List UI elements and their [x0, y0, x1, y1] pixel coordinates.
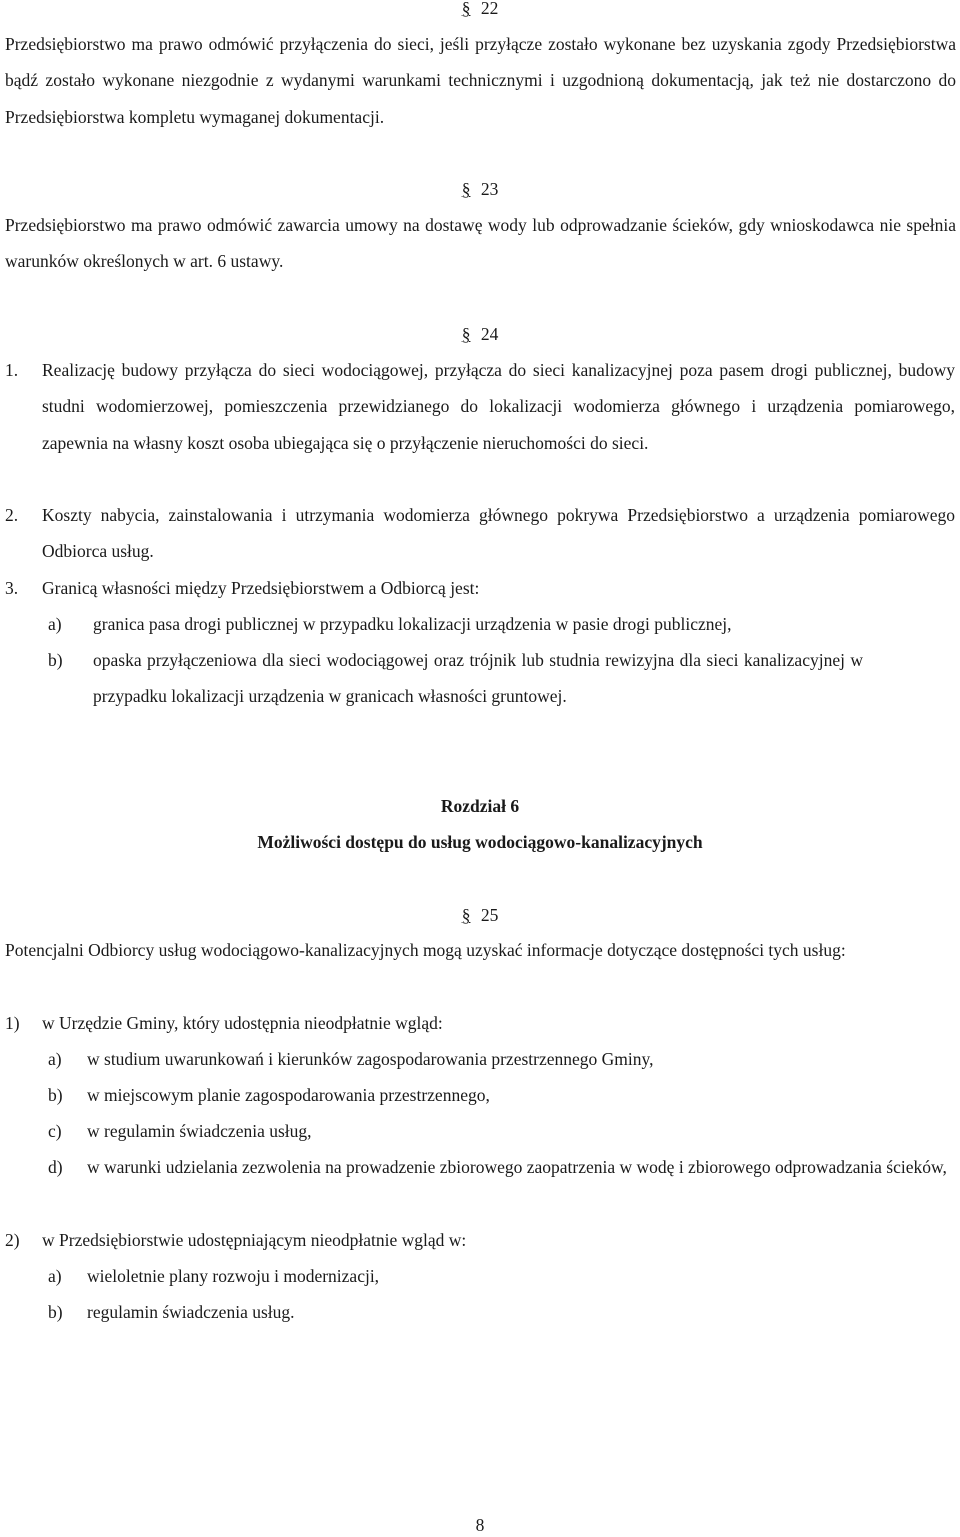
section-heading-22	[0, 0, 960, 20]
sub-item-label: a)	[48, 1049, 62, 1069]
sub-item-text: regulamin świadczenia usług.	[87, 1302, 295, 1322]
chapter-subtitle: Możliwości dostępu do usług wodociągowo-kanalizacyjnych	[257, 832, 703, 852]
section-number: 23	[480, 179, 499, 199]
list-item-text: Realizację budowy przyłącza do sieci wodociągowej, przyłącza do sieci kanalizacyjnej poza pasem drogi publicznej, budowy studni wodomierzowej, pomieszczenia przewidzianego do lokalizacji wodomierza głównego i urządzenia pomiarowego, zapewnia na własny koszt osoba ubiegająca się o przyłączenie nieruchomości do sieci.	[42, 360, 955, 453]
list-item-number: 2)	[5, 1230, 20, 1250]
list-item-text: w Urzędzie Gminy, który udostępnia nieodpłatnie wgląd:	[42, 1013, 443, 1033]
list-item-text: w Przedsiębiorstwie udostępniającym nieodpłatnie wgląd w:	[42, 1230, 467, 1250]
list-item-text: Granicą własności między Przedsiębiorstwem a Odbiorcą jest:	[42, 578, 480, 598]
sub-item-label: c)	[48, 1121, 62, 1141]
list-item-number: 1.	[5, 360, 19, 380]
sub-item-text: granica pasa drogi publicznej w przypadku lokalizacji urządzenia w pasie drogi publicznej,	[93, 614, 732, 634]
section-symbol: §	[461, 0, 471, 18]
list-item-text: Koszty nabycia, zainstalowania i utrzymania wodomierza głównego pokrywa Przedsiębiorstwo a urządzenia pomiarowego Odbiorca usług.	[42, 505, 955, 562]
chapter-title: Rozdział 6	[440, 796, 520, 816]
section-symbol: §	[461, 905, 471, 925]
page-number: 8	[475, 1515, 485, 1535]
section-number: 24	[480, 324, 499, 344]
paragraph-22: Przedsiębiorstwo ma prawo odmówić przyłączenia do sieci, jeśli przyłącze zostało wykonane bez uzyskania zgody Przedsiębiorstwa bądź zostało wykonane niezgodnie z wydanymi warunkami technicznymi i uzgodnioną dokumentacją, jak też nie dostarczono do Przedsiębiorstwa kompletu wymaganej dokumentacji.	[5, 34, 956, 127]
sub-item-text: opaska przyłączeniowa dla sieci wodociągowej oraz trójnik lub studnia rewizyjna dla sieci kanalizacyjnej w przypadku lokalizacji urządzenia w granicach własności gruntowej.	[93, 650, 863, 707]
sub-item-label: b)	[48, 1302, 63, 1322]
section-symbol: §	[461, 324, 471, 344]
sub-item-label: d)	[48, 1157, 63, 1177]
section-number: 25	[480, 905, 499, 925]
section-number: 22	[480, 0, 499, 18]
section-heading-24	[0, 322, 960, 346]
list-item-number: 1)	[5, 1013, 20, 1033]
sub-item-text: wieloletnie plany rozwoju i modernizacji,	[87, 1266, 380, 1286]
sub-item-label: b)	[48, 1085, 63, 1105]
sub-item-text: w warunki udzielania zezwolenia na prowadzenie zbiorowego zaopatrzenia w wodę i zbiorowego odprowadzania ścieków,	[87, 1157, 947, 1177]
paragraph-23: Przedsiębiorstwo ma prawo odmówić zawarcia umowy na dostawę wody lub odprowadzanie ścieków, gdy wnioskodawca nie spełnia warunków określonych w art. 6 ustawy.	[5, 215, 956, 272]
sub-item-label: b)	[48, 650, 63, 670]
sub-item-label: a)	[48, 614, 62, 634]
section-symbol: §	[461, 179, 471, 199]
section-heading-23	[0, 177, 960, 201]
list-item-number: 2.	[5, 505, 19, 525]
sub-item-label: a)	[48, 1266, 62, 1286]
list-item-number: 3.	[5, 578, 19, 598]
paragraph-25: Potencjalni Odbiorcy usług wodociągowo-kanalizacyjnych mogą uzyskać informacje dotyczące dostępności tych usług:	[5, 940, 846, 960]
sub-item-text: w studium uwarunkowań i kierunków zagospodarowania przestrzennego Gminy,	[87, 1049, 654, 1069]
sub-item-text: w miejscowym planie zagospodarowania przestrzennego,	[87, 1085, 490, 1105]
section-heading-25	[0, 903, 960, 927]
sub-item-text: w regulamin świadczenia usług,	[87, 1121, 312, 1141]
